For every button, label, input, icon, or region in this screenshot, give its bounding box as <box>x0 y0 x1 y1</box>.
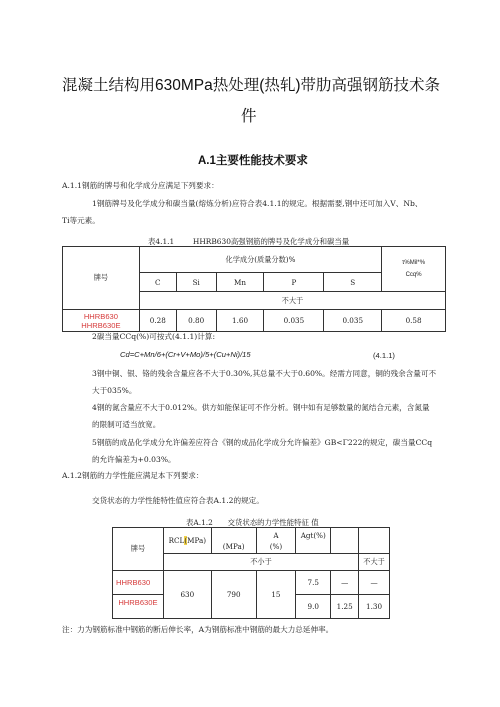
table2-caption-number: 表A.1.2 <box>186 518 213 527</box>
ratio-header <box>331 528 359 554</box>
max-ratio-value-2: 1.30 <box>359 595 390 619</box>
clause-3-line1: 3钢中铜、银、铬的残余含量应各不大于0.30%,其总量不大于0.60%。经需方同意，铜的残余含量可不 <box>92 369 437 378</box>
section-heading-a1: A.1主要性能技术要求 <box>198 155 308 167</box>
table1-caption-number: 表4.1.1 <box>148 237 175 246</box>
brand-hhrb630: HHRB630 <box>116 578 151 587</box>
brand-header: 牌号 <box>63 247 140 310</box>
clause-5-line2: 的允许偏差为+0.03%。 <box>92 455 176 464</box>
agt-header: Agt(%) <box>296 528 331 554</box>
brand-cell <box>63 310 140 332</box>
carbon-equivalent-formula: Cd=C+Mn/6+(Cr+V+Mo)/5+(Cu+Ni)/15 <box>120 350 251 359</box>
clause-1-line1: 1钢筋牌号及化学成分和碳当量(熔炼分析)应符合表4.1.1的规定。根据需要,钢中还可加入V、Nb、 <box>92 199 423 208</box>
table-note: 注：力为钢筋标准中钢筋的断后伸长率，A为钢筋标准中钢筋的最大力总延伸率。 <box>62 625 334 634</box>
rel-header-prefix: RCL <box>168 536 185 545</box>
a-header-line1: A <box>273 530 279 540</box>
rel-header-suffix: MPa) <box>187 536 207 545</box>
table2-caption-title: 交货状态的力学性能特征 <box>227 518 309 527</box>
carbon-equivalent-header <box>382 247 446 292</box>
clause-4-line1: 4钢的氮含量应不大于0.012%。供方如能保证可不作分析。钢中如有足够数量的氮结合元素，含氮量 <box>92 403 430 412</box>
formula-number: (4.1.1) <box>373 351 395 360</box>
max-label: 不大于 <box>359 554 390 571</box>
brand-header: 牌号 <box>113 528 164 571</box>
element-header-p: P <box>264 273 324 292</box>
ratio-value-1: — <box>331 571 359 595</box>
document-title-line2: 件 <box>241 108 257 125</box>
value-p: 0.035 <box>264 310 324 332</box>
table-row <box>63 310 446 332</box>
brand-hhrb630e: HHRB630E <box>81 320 121 330</box>
value-mn: 1.60 <box>216 310 264 332</box>
agt-value-1: 7.5 <box>296 571 331 595</box>
brand-hhrb630e-cell <box>113 595 164 619</box>
value-s: 0.035 <box>324 310 382 332</box>
max-ratio-value-1: — <box>359 571 390 595</box>
value-c: 0.28 <box>139 310 176 332</box>
element-header-c: C <box>139 273 176 292</box>
limit-label: 不大于 <box>139 292 445 310</box>
chemical-composition-header: 化学成分(质量分数)% <box>139 247 381 273</box>
clause-3-line2: 大于035%。 <box>92 386 137 395</box>
rel-value: 630 <box>163 571 211 619</box>
table1-caption-title: HHRB630高强钢筋的牌号及化学成分和碳当量 <box>192 237 350 246</box>
clause-5-line1: 5钢筋的成品化学成分允许偏差应符合《钢的成品化学成分允许偏差》GB<Γ222的规定，碳当量CCq <box>92 438 433 447</box>
mechanical-properties-table <box>112 527 390 619</box>
value-ceq: 0.58 <box>382 310 446 332</box>
a-value: 15 <box>256 571 296 619</box>
table2-caption-tail: 值 <box>311 518 319 527</box>
brand-hhrb630: HHRB630 <box>83 311 118 321</box>
ceq-header-line2: Ccq% <box>405 272 422 278</box>
clause-4-line2: 的限制可适当放宽。 <box>92 420 161 429</box>
document-title-line1: 混凝土结构用630MPa热处理(热轧)带肋高强钢筋技术条 <box>62 77 441 94</box>
chemical-composition-table <box>62 246 446 332</box>
brand-hhrb630-cell <box>113 571 164 595</box>
delivery-state-note: 交货状态的力学性能特性值应符合表A.1.2的规定。 <box>92 496 264 505</box>
clause-a12: A.1.2钢筋的力学性能应满足本下列要求： <box>62 471 204 480</box>
element-header-s: S <box>324 273 382 292</box>
rel-header <box>163 528 211 554</box>
rm-header: (MPa) <box>211 528 256 554</box>
table-row <box>113 571 390 595</box>
clause-2: 2碳当量CCq(%)可按式(4.1.1)计算: <box>92 332 216 341</box>
a-header-line2: (%) <box>269 541 283 551</box>
agt-value-2: 9.0 <box>296 595 331 619</box>
ceq-header-line1: τ%Mil*% <box>402 260 426 266</box>
element-header-si: Si <box>176 273 216 292</box>
clause-a11: A.1.1钢筋的牌号和化学成分应满足下列要求： <box>62 181 219 190</box>
value-si: 0.80 <box>176 310 216 332</box>
brand-hhrb630e: HHRB630E <box>118 598 158 607</box>
ratio-value-2: 1.25 <box>331 595 359 619</box>
a-header <box>256 528 296 554</box>
element-header-mn: Mn <box>216 273 264 292</box>
rm-value: 790 <box>211 571 256 619</box>
rel-header-highlight: ( <box>184 536 188 545</box>
max-ratio-header <box>359 528 390 554</box>
min-label: 不小于 <box>163 554 358 571</box>
clause-1-line2: Ti等元素。 <box>62 216 100 225</box>
